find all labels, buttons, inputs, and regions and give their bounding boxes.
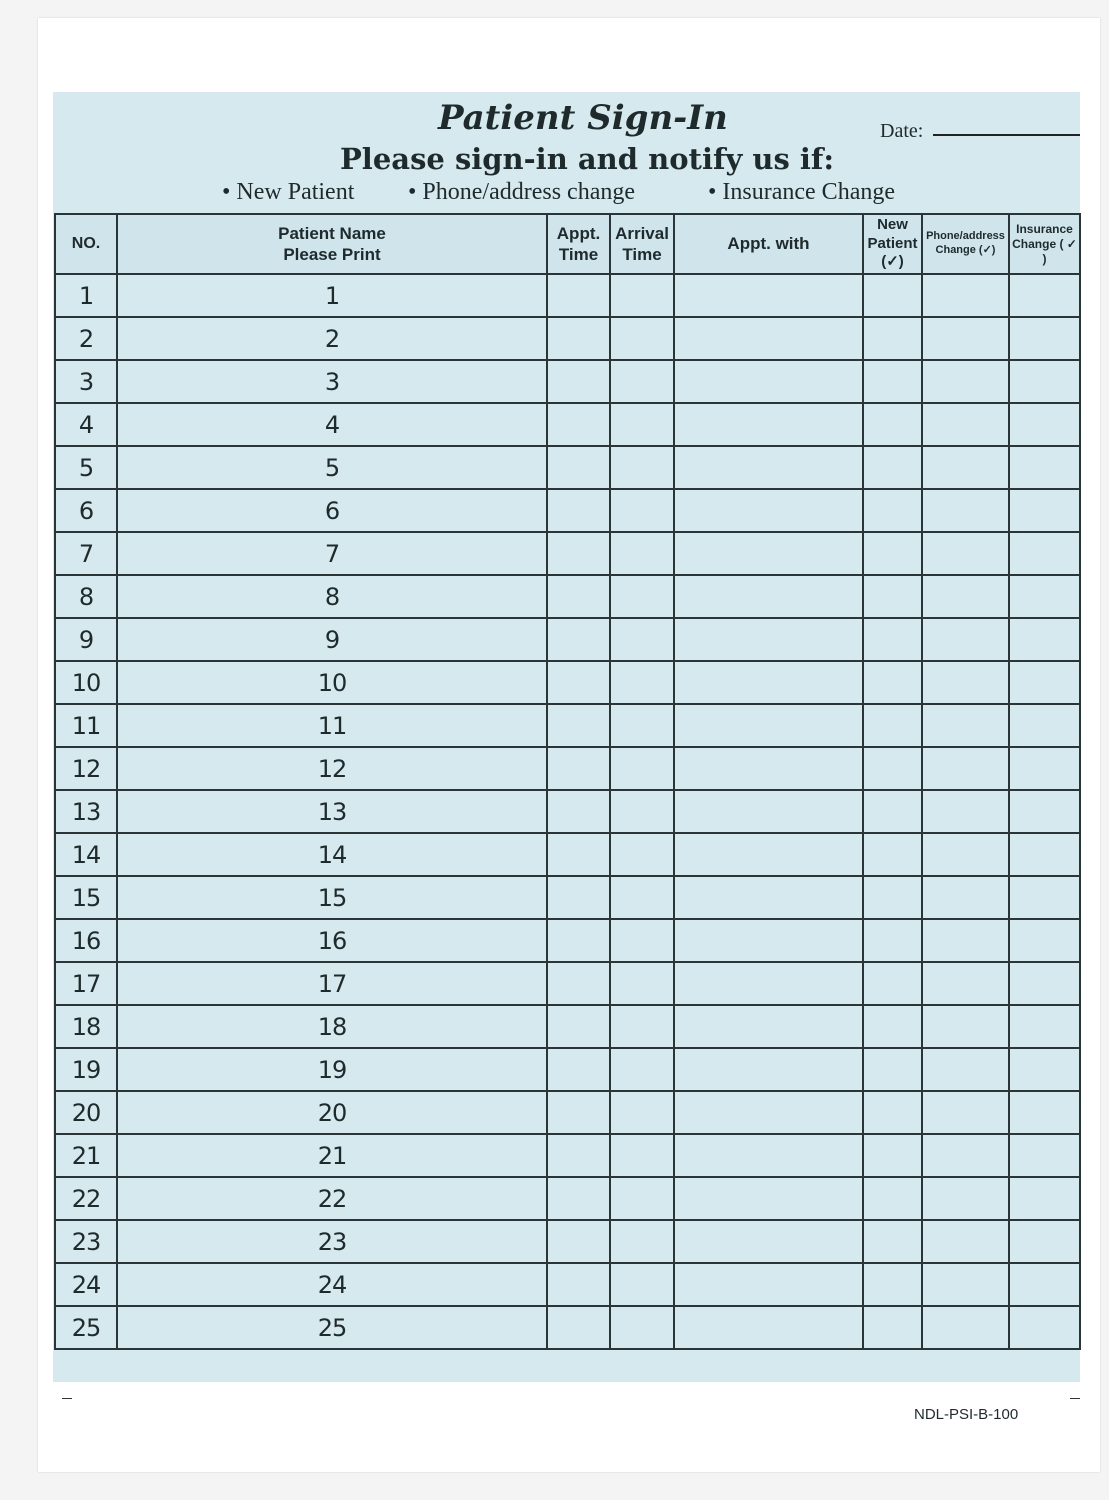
notify-list: [222, 179, 942, 211]
row-number: 9: [55, 618, 117, 661]
patient-name-cell[interactable]: 7: [117, 532, 547, 575]
appt-with-cell[interactable]: [674, 575, 863, 618]
insurance-check-cell[interactable]: [1009, 1220, 1080, 1263]
phone-address-check-cell[interactable]: [922, 317, 1009, 360]
phone-address-check-cell[interactable]: [922, 1177, 1009, 1220]
appt-with-cell[interactable]: [674, 661, 863, 704]
appt-time-cell[interactable]: [547, 962, 610, 1005]
arrival-time-cell[interactable]: [610, 1263, 674, 1306]
appt-time-cell[interactable]: [547, 1091, 610, 1134]
table-row: [55, 403, 1080, 446]
trim-mark-left: [62, 1398, 72, 1399]
appt-with-cell[interactable]: [674, 1263, 863, 1306]
appt-with-cell[interactable]: [674, 962, 863, 1005]
table-row: [55, 274, 1080, 317]
arrival-time-cell[interactable]: [610, 661, 674, 704]
appt-with-cell[interactable]: [674, 1134, 863, 1177]
patient-name-cell[interactable]: 17: [117, 962, 547, 1005]
header-insurance-change: Insurance Change ( ✓ ): [1009, 214, 1080, 274]
patient-name-cell[interactable]: 9: [117, 618, 547, 661]
arrival-time-cell[interactable]: [610, 1306, 674, 1349]
appt-with-cell[interactable]: [674, 1005, 863, 1048]
appt-time-cell[interactable]: [547, 919, 610, 962]
appt-time-cell[interactable]: [547, 1220, 610, 1263]
row-number: 5: [55, 446, 117, 489]
patient-name-cell[interactable]: 25: [117, 1306, 547, 1349]
row-number: 20: [55, 1091, 117, 1134]
appt-with-cell[interactable]: [674, 403, 863, 446]
row-number: 11: [55, 704, 117, 747]
table-row: [55, 833, 1080, 876]
appt-with-cell[interactable]: [674, 1091, 863, 1134]
patient-name-cell[interactable]: 16: [117, 919, 547, 962]
table-row: [55, 446, 1080, 489]
row-number: 19: [55, 1048, 117, 1091]
appt-time-cell[interactable]: [547, 489, 610, 532]
row-number: 4: [55, 403, 117, 446]
new-patient-check-cell[interactable]: [863, 1306, 922, 1349]
row-number: 23: [55, 1220, 117, 1263]
arrival-time-cell[interactable]: [610, 575, 674, 618]
row-number: 22: [55, 1177, 117, 1220]
phone-address-check-cell[interactable]: [922, 1134, 1009, 1177]
appt-time-cell[interactable]: [547, 1306, 610, 1349]
insurance-check-cell[interactable]: [1009, 446, 1080, 489]
new-patient-check-cell[interactable]: [863, 274, 922, 317]
insurance-check-cell[interactable]: [1009, 962, 1080, 1005]
row-number: 15: [55, 876, 117, 919]
appt-time-cell[interactable]: [547, 575, 610, 618]
table-row: [55, 317, 1080, 360]
header-appt-with: Appt. with: [674, 214, 863, 274]
insurance-check-cell[interactable]: [1009, 833, 1080, 876]
appt-time-cell[interactable]: [547, 833, 610, 876]
appt-with-cell[interactable]: [674, 446, 863, 489]
new-patient-check-cell[interactable]: [863, 532, 922, 575]
arrival-time-cell[interactable]: [610, 833, 674, 876]
insurance-check-cell[interactable]: [1009, 1177, 1080, 1220]
new-patient-check-cell[interactable]: [863, 403, 922, 446]
appt-with-cell[interactable]: [674, 833, 863, 876]
patient-name-cell[interactable]: 2: [117, 317, 547, 360]
phone-address-check-cell[interactable]: [922, 618, 1009, 661]
new-patient-check-cell[interactable]: [863, 919, 922, 962]
phone-address-check-cell[interactable]: [922, 1220, 1009, 1263]
patient-name-cell[interactable]: 24: [117, 1263, 547, 1306]
header-phone-address-change: Phone/address Change (✓): [922, 214, 1009, 274]
insurance-check-cell[interactable]: [1009, 489, 1080, 532]
appt-time-cell[interactable]: [547, 1005, 610, 1048]
phone-address-check-cell[interactable]: [922, 704, 1009, 747]
header-no: NO.: [55, 214, 117, 274]
phone-address-check-cell[interactable]: [922, 876, 1009, 919]
patient-name-cell[interactable]: 15: [117, 876, 547, 919]
form-subtitle: Please sign-in and notify us if:: [340, 142, 835, 176]
phone-address-check-cell[interactable]: [922, 919, 1009, 962]
arrival-time-cell[interactable]: [610, 403, 674, 446]
patient-name-cell[interactable]: 19: [117, 1048, 547, 1091]
notify-item-phone-address: • Phone/address change: [408, 179, 636, 205]
phone-address-check-cell[interactable]: [922, 1005, 1009, 1048]
new-patient-check-cell[interactable]: [863, 876, 922, 919]
arrival-time-cell[interactable]: [610, 876, 674, 919]
patient-name-cell[interactable]: 5: [117, 446, 547, 489]
table-row: [55, 1220, 1080, 1263]
patient-name-cell[interactable]: 23: [117, 1220, 547, 1263]
appt-with-cell[interactable]: [674, 747, 863, 790]
phone-address-check-cell[interactable]: [922, 446, 1009, 489]
insurance-check-cell[interactable]: [1009, 618, 1080, 661]
insurance-check-cell[interactable]: [1009, 876, 1080, 919]
patient-name-cell[interactable]: 3: [117, 360, 547, 403]
new-patient-check-cell[interactable]: [863, 446, 922, 489]
phone-address-check-cell[interactable]: [922, 790, 1009, 833]
new-patient-check-cell[interactable]: [863, 962, 922, 1005]
appt-with-cell[interactable]: [674, 1177, 863, 1220]
new-patient-check-cell[interactable]: [863, 1091, 922, 1134]
patient-name-cell[interactable]: 20: [117, 1091, 547, 1134]
phone-address-check-cell[interactable]: [922, 962, 1009, 1005]
insurance-check-cell[interactable]: [1009, 1005, 1080, 1048]
table-row: [55, 532, 1080, 575]
arrival-time-cell[interactable]: [610, 446, 674, 489]
appt-time-cell[interactable]: [547, 360, 610, 403]
row-number: 24: [55, 1263, 117, 1306]
appt-time-cell[interactable]: [547, 532, 610, 575]
patient-name-cell[interactable]: 18: [117, 1005, 547, 1048]
table-row: [55, 704, 1080, 747]
phone-address-check-cell[interactable]: [922, 360, 1009, 403]
appt-time-cell[interactable]: [547, 274, 610, 317]
patient-name-cell[interactable]: 14: [117, 833, 547, 876]
table-row: [55, 790, 1080, 833]
insurance-check-cell[interactable]: [1009, 403, 1080, 446]
insurance-check-cell[interactable]: [1009, 747, 1080, 790]
row-number: 7: [55, 532, 117, 575]
new-patient-check-cell[interactable]: [863, 618, 922, 661]
appt-with-cell[interactable]: [674, 704, 863, 747]
phone-address-check-cell[interactable]: [922, 1263, 1009, 1306]
patient-name-cell[interactable]: 11: [117, 704, 547, 747]
appt-with-cell[interactable]: [674, 1306, 863, 1349]
row-number: 6: [55, 489, 117, 532]
patient-name-cell[interactable]: 1: [117, 274, 547, 317]
phone-address-check-cell[interactable]: [922, 1048, 1009, 1091]
row-number: 13: [55, 790, 117, 833]
notify-item-new-patient: • New Patient: [222, 179, 355, 205]
phone-address-check-cell[interactable]: [922, 1306, 1009, 1349]
new-patient-check-cell[interactable]: [863, 1263, 922, 1306]
notify-item-insurance: • Insurance Change: [708, 179, 895, 205]
date-field[interactable]: [933, 134, 1080, 136]
arrival-time-cell[interactable]: [610, 532, 674, 575]
header-appt-time: Appt. Time: [547, 214, 610, 274]
table-row: [55, 1177, 1080, 1220]
phone-address-check-cell[interactable]: [922, 1091, 1009, 1134]
appt-with-cell[interactable]: [674, 618, 863, 661]
arrival-time-cell[interactable]: [610, 274, 674, 317]
new-patient-check-cell[interactable]: [863, 661, 922, 704]
phone-address-check-cell[interactable]: [922, 403, 1009, 446]
arrival-time-cell[interactable]: [610, 1091, 674, 1134]
appt-time-cell[interactable]: [547, 1263, 610, 1306]
appt-with-cell[interactable]: [674, 1220, 863, 1263]
insurance-check-cell[interactable]: [1009, 532, 1080, 575]
appt-time-cell[interactable]: [547, 1048, 610, 1091]
new-patient-check-cell[interactable]: [863, 1048, 922, 1091]
table-row: [55, 661, 1080, 704]
row-number: 18: [55, 1005, 117, 1048]
arrival-time-cell[interactable]: [610, 747, 674, 790]
table-row: [55, 489, 1080, 532]
row-number: 16: [55, 919, 117, 962]
insurance-check-cell[interactable]: [1009, 274, 1080, 317]
appt-time-cell[interactable]: [547, 1134, 610, 1177]
arrival-time-cell[interactable]: [610, 618, 674, 661]
patient-name-cell[interactable]: 21: [117, 1134, 547, 1177]
table-row: [55, 1005, 1080, 1048]
trim-mark-right: [1070, 1398, 1080, 1399]
form-code: NDL-PSI-B-100: [914, 1406, 1019, 1423]
arrival-time-cell[interactable]: [610, 317, 674, 360]
arrival-time-cell[interactable]: [610, 360, 674, 403]
phone-address-check-cell[interactable]: [922, 575, 1009, 618]
phone-address-check-cell[interactable]: [922, 489, 1009, 532]
table-row: [55, 1091, 1080, 1134]
table-row: [55, 1134, 1080, 1177]
date-label: Date:: [880, 120, 924, 142]
new-patient-check-cell[interactable]: [863, 1177, 922, 1220]
insurance-check-cell[interactable]: [1009, 1134, 1080, 1177]
insurance-check-cell[interactable]: [1009, 790, 1080, 833]
phone-address-check-cell[interactable]: [922, 833, 1009, 876]
appt-with-cell[interactable]: [674, 317, 863, 360]
appt-with-cell[interactable]: [674, 532, 863, 575]
form-title: Patient Sign-In: [438, 98, 728, 138]
arrival-time-cell[interactable]: [610, 919, 674, 962]
new-patient-check-cell[interactable]: [863, 1005, 922, 1048]
arrival-time-cell[interactable]: [610, 1048, 674, 1091]
row-number: 25: [55, 1306, 117, 1349]
header-patient-name: Patient Name Please Print: [117, 214, 547, 274]
row-number: 21: [55, 1134, 117, 1177]
row-number: 2: [55, 317, 117, 360]
appt-time-cell[interactable]: [547, 704, 610, 747]
new-patient-check-cell[interactable]: [863, 833, 922, 876]
arrival-time-cell[interactable]: [610, 1134, 674, 1177]
new-patient-check-cell[interactable]: [863, 1134, 922, 1177]
patient-name-cell[interactable]: 22: [117, 1177, 547, 1220]
row-number: 12: [55, 747, 117, 790]
arrival-time-cell[interactable]: [610, 489, 674, 532]
arrival-time-cell[interactable]: [610, 1177, 674, 1220]
table-row: [55, 1048, 1080, 1091]
insurance-check-cell[interactable]: [1009, 575, 1080, 618]
arrival-time-cell[interactable]: [610, 790, 674, 833]
table-row: [55, 876, 1080, 919]
appt-time-cell[interactable]: [547, 618, 610, 661]
phone-address-check-cell[interactable]: [922, 532, 1009, 575]
table-row: [55, 618, 1080, 661]
row-number: 3: [55, 360, 117, 403]
table-row: [55, 747, 1080, 790]
row-number: 1: [55, 274, 117, 317]
insurance-check-cell[interactable]: [1009, 661, 1080, 704]
phone-address-check-cell[interactable]: [922, 274, 1009, 317]
appt-time-cell[interactable]: [547, 403, 610, 446]
appt-with-cell[interactable]: [674, 360, 863, 403]
table-row: [55, 1263, 1080, 1306]
header-arrival-time: Arrival Time: [610, 214, 674, 274]
appt-time-cell[interactable]: [547, 446, 610, 489]
new-patient-check-cell[interactable]: [863, 790, 922, 833]
patient-name-cell[interactable]: 4: [117, 403, 547, 446]
insurance-check-cell[interactable]: [1009, 1263, 1080, 1306]
new-patient-check-cell[interactable]: [863, 575, 922, 618]
insurance-check-cell[interactable]: [1009, 704, 1080, 747]
arrival-time-cell[interactable]: [610, 962, 674, 1005]
insurance-check-cell[interactable]: [1009, 360, 1080, 403]
arrival-time-cell[interactable]: [610, 704, 674, 747]
phone-address-check-cell[interactable]: [922, 747, 1009, 790]
new-patient-check-cell[interactable]: [863, 360, 922, 403]
appt-time-cell[interactable]: [547, 317, 610, 360]
appt-time-cell[interactable]: [547, 790, 610, 833]
arrival-time-cell[interactable]: [610, 1220, 674, 1263]
table-row: [55, 1306, 1080, 1349]
phone-address-check-cell[interactable]: [922, 661, 1009, 704]
appt-time-cell[interactable]: [547, 747, 610, 790]
appt-with-cell[interactable]: [674, 919, 863, 962]
insurance-check-cell[interactable]: [1009, 1048, 1080, 1091]
row-number: 14: [55, 833, 117, 876]
header-new-patient: New Patient (✓): [863, 214, 922, 274]
patient-name-cell[interactable]: 8: [117, 575, 547, 618]
table-row: [55, 919, 1080, 962]
new-patient-check-cell[interactable]: [863, 1220, 922, 1263]
insurance-check-cell[interactable]: [1009, 1091, 1080, 1134]
row-number: 10: [55, 661, 117, 704]
table-body: [55, 274, 1080, 1349]
appt-with-cell[interactable]: [674, 1048, 863, 1091]
table-row: [55, 360, 1080, 403]
insurance-check-cell[interactable]: [1009, 1306, 1080, 1349]
row-number: 8: [55, 575, 117, 618]
new-patient-check-cell[interactable]: [863, 704, 922, 747]
patient-name-cell[interactable]: 12: [117, 747, 547, 790]
patient-name-cell[interactable]: 10: [117, 661, 547, 704]
appt-time-cell[interactable]: [547, 661, 610, 704]
table-row: [55, 962, 1080, 1005]
arrival-time-cell[interactable]: [610, 1005, 674, 1048]
appt-with-cell[interactable]: [674, 489, 863, 532]
appt-time-cell[interactable]: [547, 876, 610, 919]
patient-name-cell[interactable]: 6: [117, 489, 547, 532]
new-patient-check-cell[interactable]: [863, 489, 922, 532]
appt-time-cell[interactable]: [547, 1177, 610, 1220]
table-row: [55, 575, 1080, 618]
appt-with-cell[interactable]: [674, 790, 863, 833]
new-patient-check-cell[interactable]: [863, 747, 922, 790]
row-number: 17: [55, 962, 117, 1005]
insurance-check-cell[interactable]: [1009, 919, 1080, 962]
table-header-row: [55, 214, 1080, 274]
patient-name-cell[interactable]: 13: [117, 790, 547, 833]
appt-with-cell[interactable]: [674, 876, 863, 919]
sign-in-table: [54, 213, 1081, 1350]
appt-with-cell[interactable]: [674, 274, 863, 317]
insurance-check-cell[interactable]: [1009, 317, 1080, 360]
new-patient-check-cell[interactable]: [863, 317, 922, 360]
